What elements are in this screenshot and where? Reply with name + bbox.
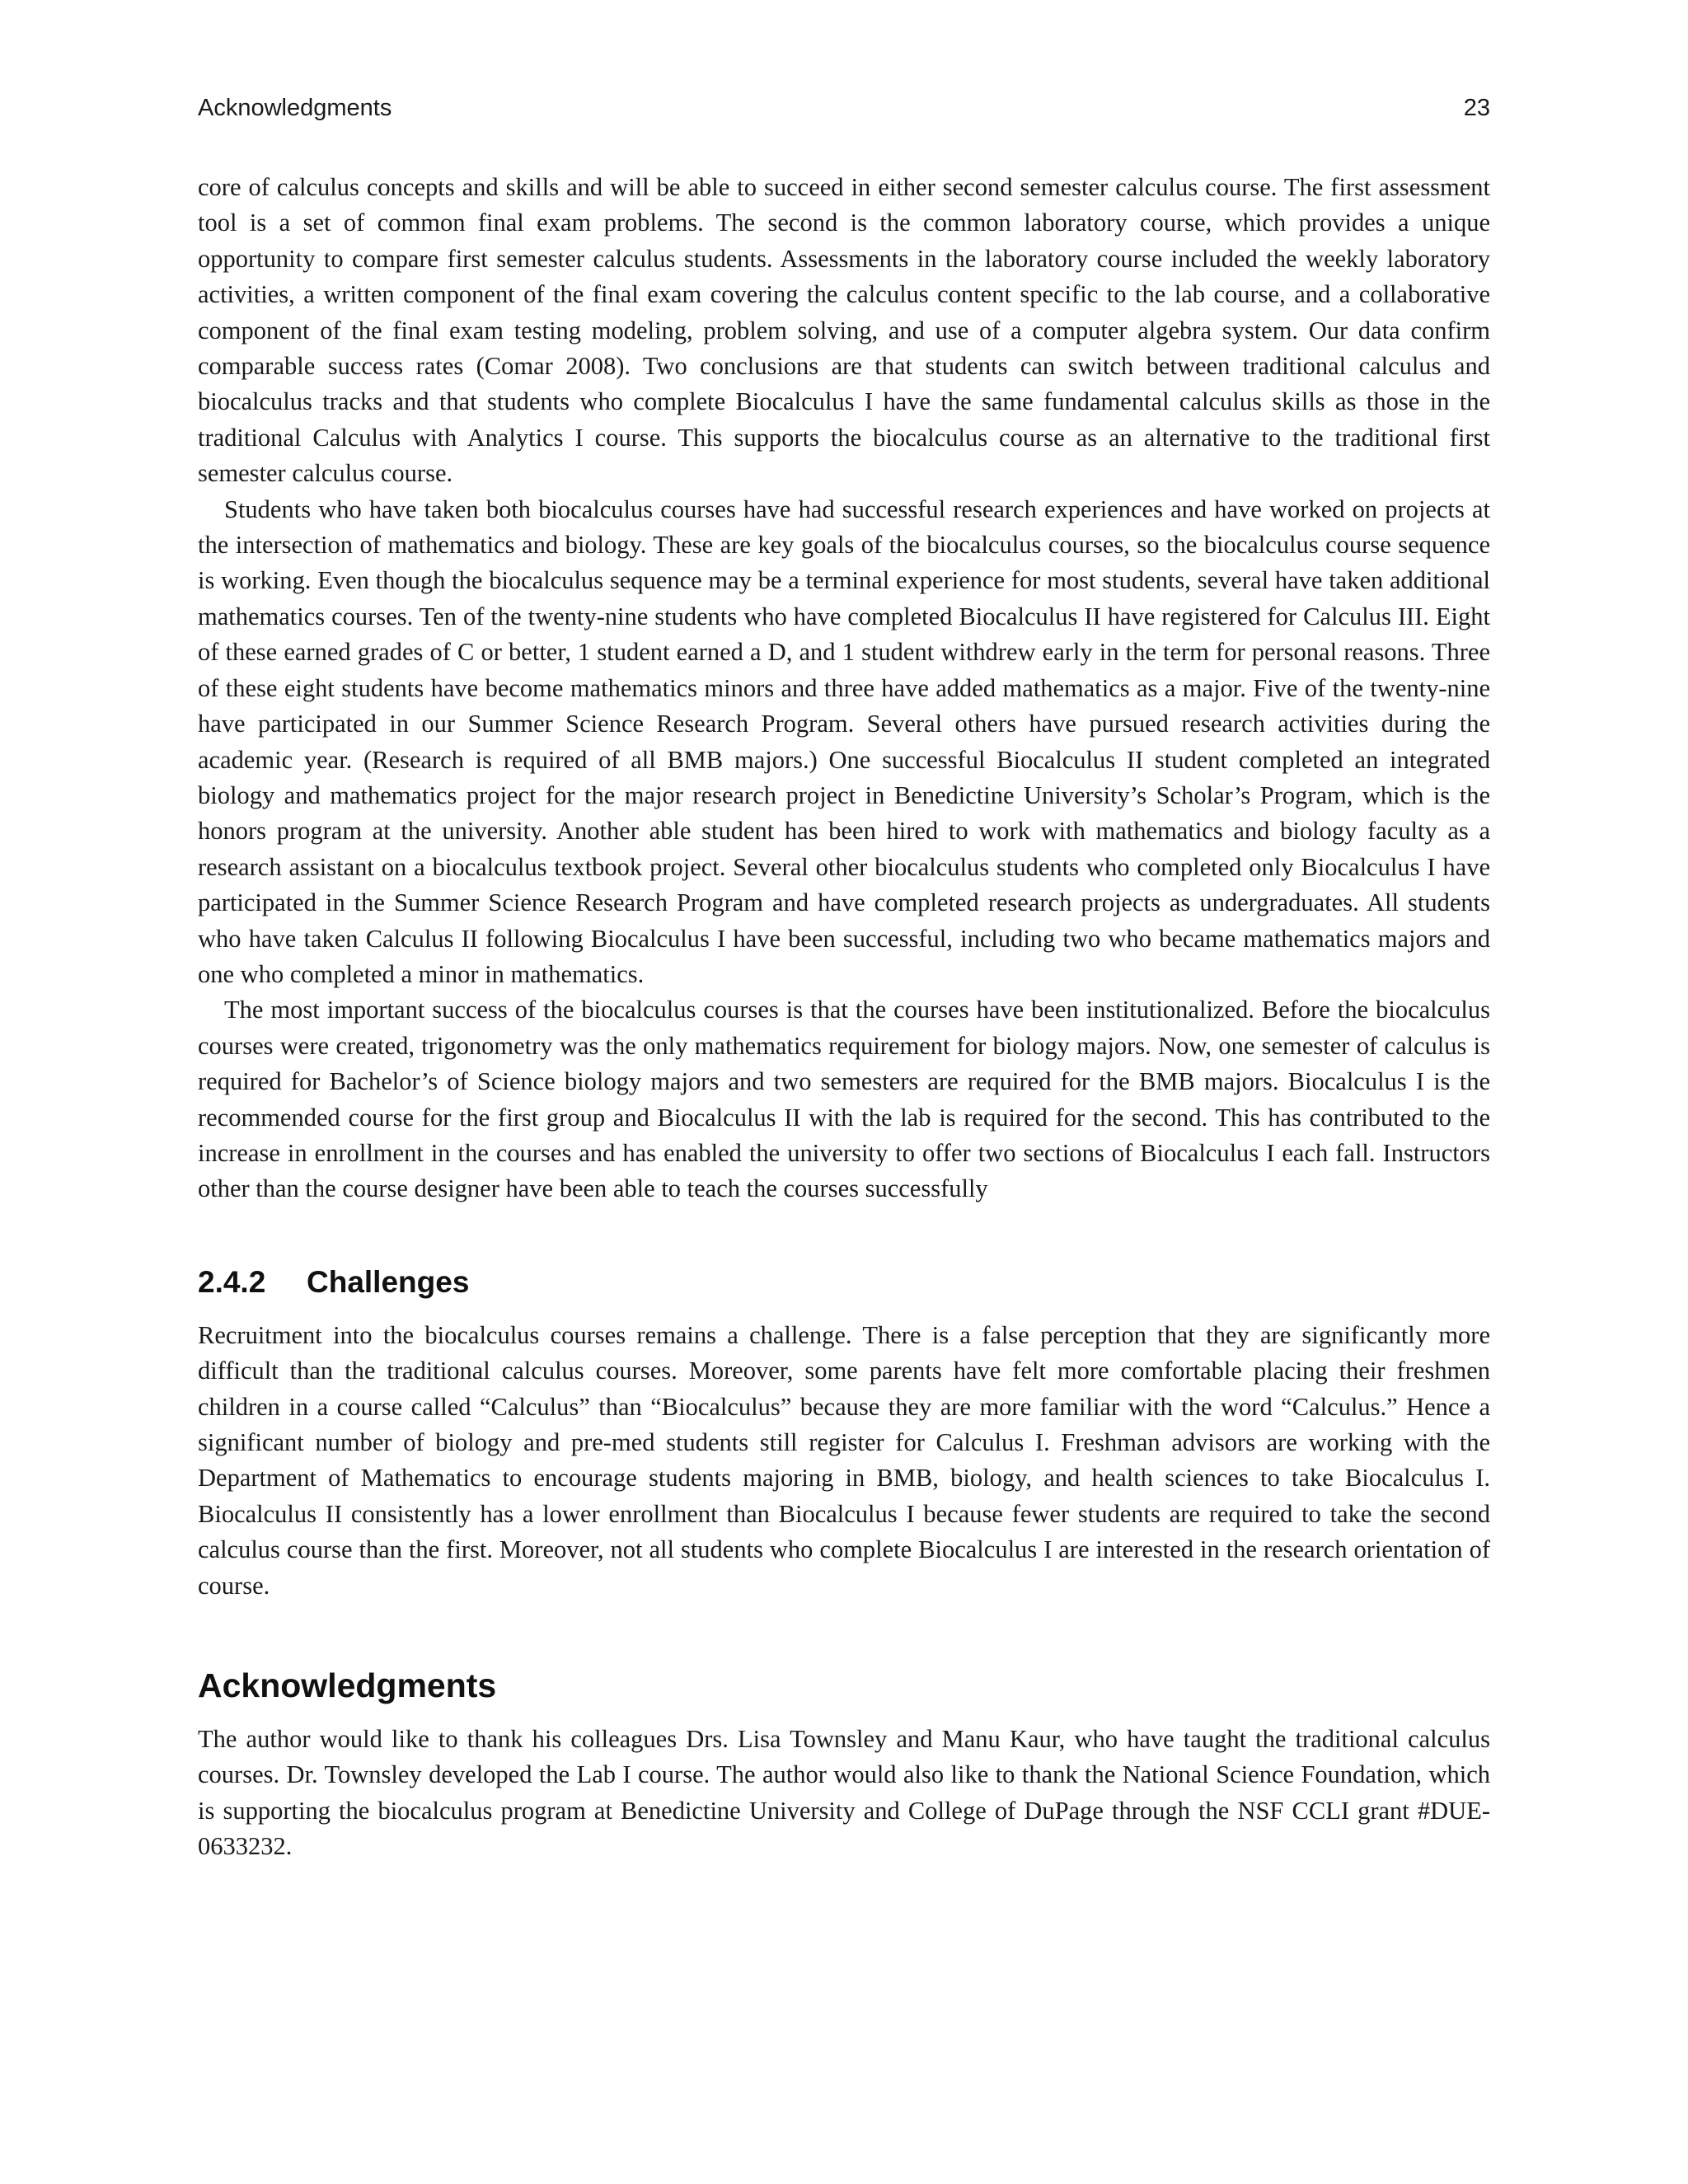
page-number: 23 (1463, 95, 1490, 121)
running-title: Acknowledgments (198, 95, 392, 121)
paragraph-assessment: core of calculus concepts and skills and will be able to succeed in either second semester calculus course. The first assessment tool is a set of common final exam problems. The second is the common laboratory course, which provides a unique opportunity to compare first semester calculus students. Assessments in the laboratory course included the weekly laboratory activities, a written component of the final exam covering the calculus content specific to the lab course, and a collaborative component of the final exam testing modeling, problem solving, and use of a computer algebra system. Our data confirm comparable success rates (Comar 2008). Two conclusions are that students can switch between traditional calculus and biocalculus tracks and that students who complete Biocalculus I have the same fundamental calculus skills as those in the traditional Calculus with Analytics I course. This supports the biocalculus course as an alternative to the traditional first semester calculus course. (198, 173, 1490, 488)
page-body (198, 170, 1490, 1865)
paragraph-challenges: Recruitment into the biocalculus courses remains a challenge. There is a false perception that they are significantly more difficult than the traditional calculus courses. Moreover, some parents have felt more comfortable placing their freshmen children in a course called “Calculus” than “Biocalculus” because they are more familiar with the word “Calculus.” Hence a significant number of biology and pre-med students still register for Calculus I. Freshman advisors are working with the Department of Mathematics to encourage students majoring in BMB, biology, and health sciences to take Biocalculus I. Biocalculus II consistently has a lower enrollment than Biocalculus I because fewer students are required to take the second calculus course than the first. Moreover, not all students who complete Biocalculus I are interested in the research orientation of course. (198, 1320, 1490, 1600)
paragraph-acknowledgments: The author would like to thank his colleagues Drs. Lisa Townsley and Manu Kaur, who have taught the traditional calculus courses. Dr. Townsley developed the Lab I course. The author would also like to thank the National Science Foundation, which is supporting the biocalculus program at Benedictine University and College of DuPage through the NSF CCLI grant #DUE-0633232. (198, 1725, 1490, 1861)
paragraph-institutionalization: The most important success of the biocalculus courses is that the courses have been institutionalized. Before the biocalculus courses were created, trigonometry was the only mathematics requirement for biology majors. Now, one semester of calculus is required for Bachelor’s of Science biology majors and two semesters are required for the BMB majors. Biocalculus I is the recommended course for the first group and Biocalculus II with the lab is required for the second. This has contributed to the increase in enrollment in the courses and has enabled the university to offer two sections of Biocalculus I each fall. Instructors other than the course designer have been able to teach the courses successfully (198, 996, 1490, 1203)
subsection-heading (198, 1264, 1490, 1301)
subsection-title: Challenges (307, 1264, 470, 1299)
section-heading: Acknowledgments (198, 1666, 497, 1705)
paragraph-research-outcomes: Students who have taken both biocalculus courses have had successful research experiences and have worked on projects at the intersection of mathematics and biology. These are key goals of the biocalculus courses, so the biocalculus course sequence is working. Even though the biocalculus sequence may be a terminal experience for most students, several have taken additional mathematics courses. Ten of the twenty-nine students who have completed Biocalculus II have registered for Calculus III. Eight of these earned grades of C or better, 1 student earned a D, and 1 student withdrew early in the term for personal reasons. Three of these eight students have become mathematics minors and three have added mathematics as a major. Five of the twenty-nine have participated in our Summer Science Research Program. Several others have pursued research activities during the academic year. (Research is required of all BMB majors.) One successful Biocalculus II student completed an integrated biology and mathematics project for the major research project in Benedictine University’s Scholar’s Program, which is the honors program at the university. Another able student has been hired to work with mathematics and biology faculty as a research assistant on a biocalculus textbook project. Several other biocalculus students who completed only Biocalculus I have participated in the Summer Science Research Program and have completed research projects as undergraduates. All students who have taken Calculus II following Biocalculus I have been successful, including two who became mathematics majors and one who completed a minor in mathematics. (198, 494, 1490, 988)
subsection-number: 2.4.2 (198, 1264, 266, 1299)
